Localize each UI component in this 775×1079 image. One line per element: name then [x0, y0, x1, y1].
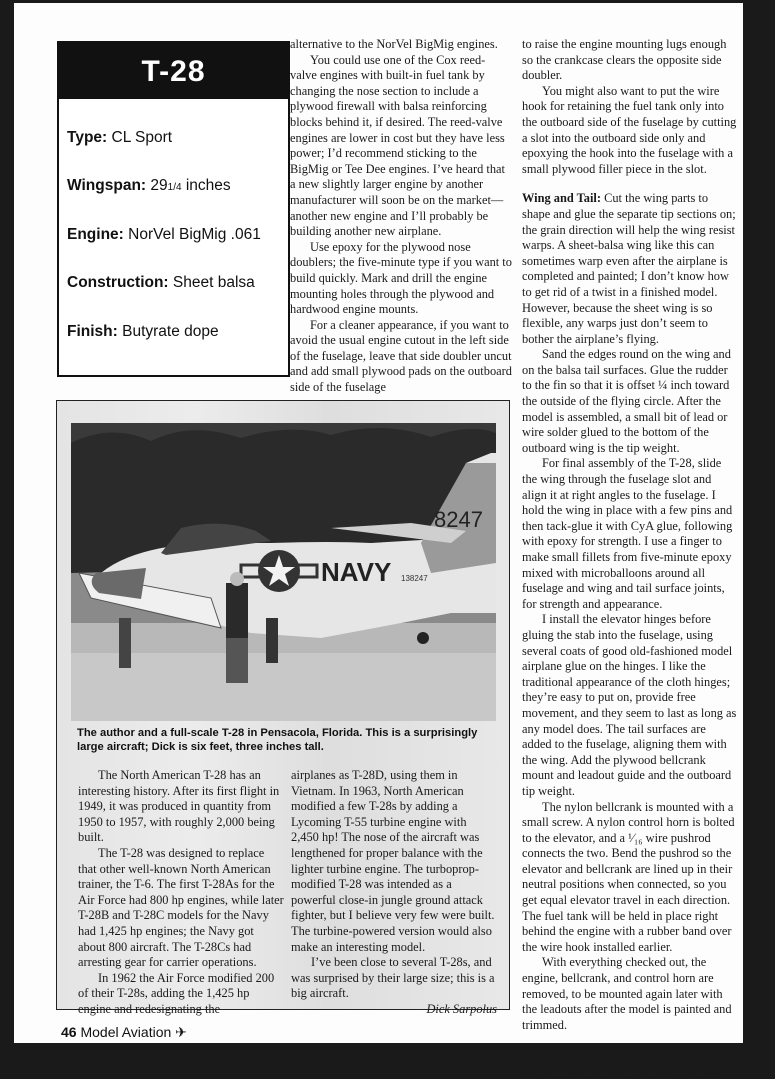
- article-column-2: [290, 37, 512, 396]
- aircraft-photo: [71, 423, 496, 721]
- spec-box: [57, 41, 290, 377]
- spec-title: T-28: [59, 43, 288, 99]
- paragraph-finish: Finish: I’ve always used butyrate dope to paint all-balsa aircraft like this; I’ve been: [522, 1047, 730, 1077]
- paragraph: In 1962 the Air Force modified 200 of their T-28s, adding the 1,425 hp engine and redesignating the: [78, 970, 275, 1016]
- svg-text:8247: 8247: [434, 507, 483, 532]
- spec-wingspan: Wingspan: 291/4 inches: [67, 177, 231, 194]
- paragraph-wing-and-tail: Wing and Tail: Cut the wing parts to shape and glue the separate tip sections on; the grain direction will help the wing resist warps. A sheet-balsa wing like this can sometimes warp even after the airplane is completed and painted; I don’t know how to get rid of a twist in a finished model. However, because the sheet wing is so flexible, any warps just don’t seem to bother the airplane’s flying.: [522, 191, 736, 346]
- t28-aircraft-photo-icon: [71, 423, 496, 721]
- paragraph: airplanes as T-28D, using them in Vietnam. In 1963, North American modified a few T-28s by adding a Lycoming T-55 turbine engine with 2,450 hp! The nose of the aircraft was lengthened for proper balance with the lighter turbine engine. The turboprop-modified T-28 was intended as a powerful close-in jungle ground attack fighter, but I believe very few were built. The turbine-powered version would also make an interesting model.: [291, 768, 495, 954]
- sidebar-column-right: [291, 768, 497, 1018]
- photo-caption: The author and a full-scale T-28 in Pensacola, Florida. This is a surprisingly large aircraft; Dick is six feet, three inches tall.: [77, 727, 478, 753]
- paragraph: The North American T-28 has an interesting history. After its first flight in 1949, it was produced in quantity from 1950 to 1957, with roughly 2,000 being built.: [78, 768, 280, 845]
- article-column-3: [522, 37, 738, 1079]
- paragraph: For final assembly of the T-28, slide the wing through the fuselage slot and align it at right angles to the fuselage. I hold the wing in place with a few pins and then tack-glue it with CyA glue, following with epoxy for strength. I use a finger to make small fillets from five-minute epoxy mixed with microballoons around all fuselage and wing and tail surface joints, for strength and appearance.: [522, 456, 733, 611]
- spec-engine: Engine: NorVel BigMig .061: [67, 226, 261, 243]
- section-heading: Finish:: [522, 1047, 560, 1062]
- magazine-page: [14, 3, 743, 1077]
- airplane-icon: ✈: [175, 1024, 187, 1040]
- magazine-name: Model Aviation: [80, 1024, 172, 1040]
- paragraph: I’ve been close to several T-28s, and was surprised by their large size; this is a big aircraft.: [291, 955, 495, 1001]
- spec-finish: Finish: Butyrate dope: [67, 323, 219, 340]
- author-signature: Dick Sarpolus: [426, 1001, 497, 1016]
- paragraph: Sand the edges round on the wing and on the balsa tail surfaces. Glue the rudder to the fin so that it is offset ¼ inch toward the outside of the flying circle. After the model is assembled, a small bit of lead or wire solder glued to the bottom of the outboard wing is the tip weight.: [522, 347, 731, 455]
- paragraph: I install the elevator hinges before gluing the stab into the fuselage, using several coats of good old-fashioned model airplane glue on the hinges. I like the traditional appearance of the cloth hinges; they’re easy to put on, provide free movement, and they seem to last as long as any model does. The tail surfaces are added to the fuselage, aligning them with the wing. Add the plywood bellcrank mount and leadout guide and the outboard tip weight.: [522, 612, 737, 798]
- spec-type: Type: CL Sport: [67, 129, 173, 146]
- photo-sidebar-box: [56, 400, 510, 1016]
- paragraph: to raise the engine mounting lugs enough so the crankcase clears the opposite side doubler.: [522, 37, 727, 83]
- paragraph: Use epoxy for the plywood nose doublers; the five-minute type if you want to build quickly. Mark and drill the engine mounting holes through the plywood and hardwood engine mounts.: [290, 239, 512, 317]
- paragraph: With everything checked out, the engine, bellcrank, and control horn are removed, to be mounted again later with the leadouts after the model is painted and trimmed.: [522, 955, 732, 1032]
- section-heading: Wing and Tail:: [522, 191, 601, 206]
- paragraph: For a cleaner appearance, if you want to avoid the usual engine cutout in the left side of the fuselage, leave that side doubler uncut and add small plywood pads on the outboard side of the fuselage: [290, 317, 512, 395]
- spec-construction: Construction: Sheet balsa: [67, 274, 255, 291]
- paragraph: You could use one of the Cox reed-valve engines with built-in fuel tank by changing the nose section to include a plywood firewall with balsa reinforcing blocks behind it, if desired. The reed-valve engines are lower in cost but they have less power; I’d recommend sticking to the BigMig or Tee Dee engines. I’ve heard that a new slightly larger engine by another manufacturer will soon be on the market—another new engine and I’ll probably be building another new airplane.: [290, 52, 505, 239]
- page-footer: [61, 1024, 187, 1041]
- paragraph: The T-28 was designed to replace that other well-known North American trainer, the T-6. The first T-28As for the Air Force had 800 hp engines, while later T-28B and T-28C models for the Navy had 1,425 hp engines; the Navy got about 800 aircraft. The T-28Cs had arresting gear for carrier operations.: [78, 845, 284, 970]
- paragraph: alternative to the NorVel BigMig engines.: [290, 37, 498, 51]
- page-number: 46: [61, 1024, 77, 1040]
- paragraph: You might also want to put the wire hook for retaining the fuel tank only into the outboard side of the fuselage by cutting a slot into the outboard side only and epoxying the hook into the fuselage with a small plywood filler piece in the slot.: [522, 83, 737, 176]
- paragraph: The nylon bellcrank is mounted with a small screw. A nylon control horn is bolted to the elevator, and a ¹⁄₁₆ wire pushrod connects the two. Bend the pushrod so the elevator and bellcrank are lined up in their neutral positions when connected, so you get equal elevator travel in each direction. The fuel tank will be held in place right behind the engine with a rubber band over the wire hook installed earlier.: [522, 799, 735, 954]
- sidebar-column-left: [78, 768, 284, 1018]
- svg-text:138247: 138247: [401, 574, 428, 583]
- svg-text:NAVY: NAVY: [321, 557, 392, 587]
